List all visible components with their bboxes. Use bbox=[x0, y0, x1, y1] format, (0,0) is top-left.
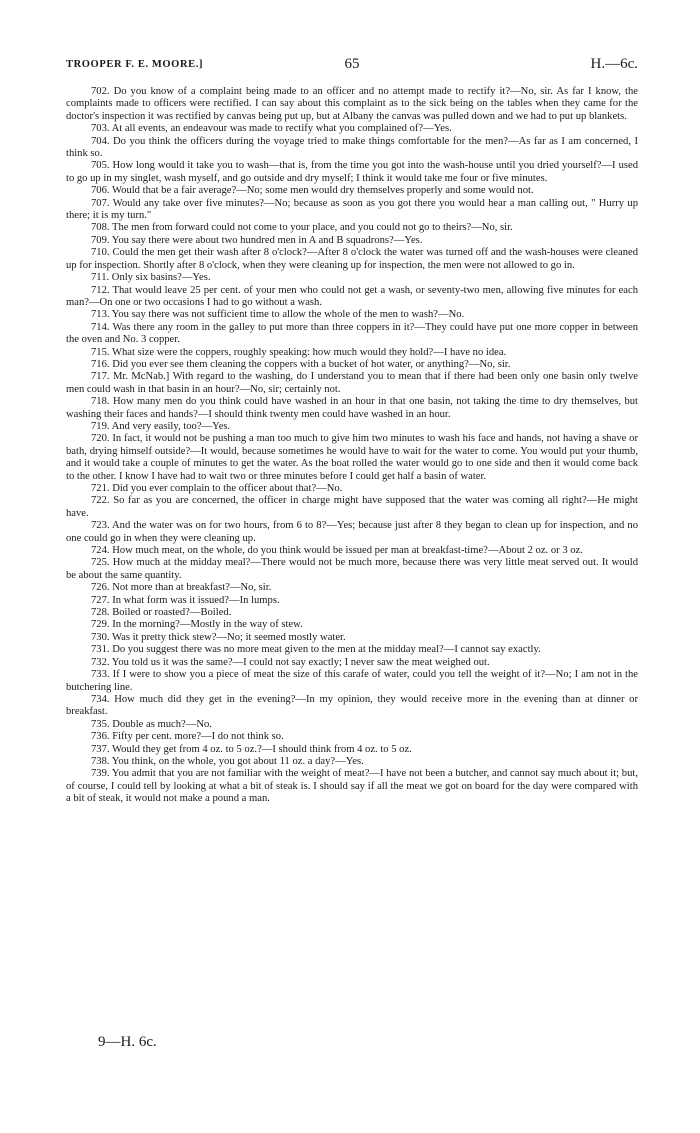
testimony-paragraph: 714. Was there any room in the galley to put more than three coppers in it?—They could have put one more copper in between the oven and No. 3 copper. bbox=[66, 321, 638, 346]
testimony-paragraph: 733. If I were to show you a piece of meat the size of this carafe of water, could you tell the weight of it?—No; I am not in the butchering line. bbox=[66, 669, 638, 693]
testimony-paragraph: 715. What size were the coppers, roughly speaking: how much would they hold?—I have no idea. bbox=[91, 346, 507, 358]
testimony-paragraph: 704. Do you think the officers during the voyage tried to make things comfortable for the men?—As far as I am concerned, I think so. bbox=[66, 135, 638, 160]
testimony-paragraph: 721. Did you ever complain to the officer about that?—No. bbox=[91, 483, 343, 494]
testimony-body bbox=[66, 86, 638, 806]
testimony-paragraph: 725. How much at the midday meal?—There would not be much more, because there was very little meat served out. It would be about the same quantity. bbox=[66, 557, 638, 581]
testimony-paragraph: 723. And the water was on for two hours, from 6 to 8?—Yes; because just after 8 they began to clean up for inspection, and no one could go in when they were cleaning up. bbox=[66, 520, 638, 544]
testimony-paragraph: 712. That would leave 25 per cent. of your men who could not get a wash, or seventy-two men, allowing five minutes for each man?—On one or two occasions I had to go without a wash. bbox=[66, 284, 638, 308]
testimony-paragraph: 731. Do you suggest there was no more meat given to the men at the midday meal?—I cannot say exactly. bbox=[91, 644, 541, 656]
testimony-paragraph: 729. In the morning?—Mostly in the way of stew. bbox=[91, 619, 303, 631]
testimony-paragraph: 736. Fifty per cent. more?—I do not think so. bbox=[91, 731, 284, 743]
testimony-paragraph: 716. Did you ever see them cleaning the coppers with a bucket of hot water, or anything?—No, sir. bbox=[91, 358, 511, 370]
testimony-paragraph: 735. Double as much?—No. bbox=[91, 718, 212, 730]
testimony-paragraph: 709. You say there were about two hundred men in A and B squadrons?—Yes. bbox=[91, 234, 423, 246]
testimony-paragraph: 706. Would that be a fair average?—No; some men would dry themselves properly and some would not. bbox=[91, 185, 534, 197]
testimony-paragraph: 727. In what form was it issued?—In lumps. bbox=[91, 594, 280, 606]
testimony-paragraph: 728. Boiled or roasted?—Boiled. bbox=[91, 607, 232, 619]
testimony-paragraph: 705. How long would it take you to wash—that is, from the time you got into the wash-house until you dried yourself?—I used to go up in my singlet, wash myself, and go outside and dry myself; I think it would take me four or five minutes. bbox=[66, 160, 638, 184]
testimony-paragraph: 739. You admit that you are not familiar with the weight of meat?—I have not been a butcher, and cannot say much about it; but, of course, I could tell by looking at what a bit of steak is. I should say if all the meat we got on board for the day were compared with a bit of steak, it would not make a pound a man. bbox=[66, 768, 638, 805]
testimony-paragraph: 702. Do you know of a complaint being made to an officer and no attempt made to rectify it?—No, sir. As far I know, the complaints made to officers were rectified. I can say about this complaint as to the sick being on the tables when they came for the doctor's inspection it was rectified by canvas being put up, but at Albany the canvas was pulled down and we had to put up blankets. bbox=[66, 86, 638, 122]
testimony-paragraph: 719. And very easily, too?—Yes. bbox=[91, 420, 231, 432]
testimony-paragraph: 718. How many men do you think could have washed in an hour in that one basin, not taking the time to dry themselves, but washing their faces and hands?—I should think twenty men could have washed in an hour. bbox=[66, 396, 638, 420]
testimony-paragraph: 732. You told us it was the same?—I could not say exactly; I never saw the meat weighed out. bbox=[91, 656, 490, 668]
testimony-paragraph: 734. How much did they get in the evening?—In my opinion, they would receive more in the evening than at dinner or breakfast. bbox=[66, 693, 638, 718]
testimony-paragraph: 738. You think, on the whole, you got about 11 oz. a day?—Yes. bbox=[91, 755, 364, 767]
witness-running-head: TROOPER F. E. MOORE.] bbox=[66, 59, 204, 70]
testimony-paragraph: 707. Would any take over five minutes?—No; because as soon as you got there you would hear a man calling out, " Hurry up there; it is my turn." bbox=[66, 197, 638, 222]
signature-mark: 9—H. 6c. bbox=[98, 1034, 157, 1050]
testimony-paragraph: 717. Mr. McNab.] With regard to the washing, do I understand you to mean that if there had been only one basin only twelve men could wash in that basin in an hour?—No, sir; certainly not. bbox=[66, 371, 638, 395]
page-header bbox=[66, 56, 638, 76]
testimony-paragraph: 730. Was it pretty thick stew?—No; it seemed mostly water. bbox=[91, 631, 346, 643]
document-reference: H.—6c. bbox=[590, 56, 638, 72]
testimony-paragraph: 737. Would they get from 4 oz. to 5 oz.?—I should think from 4 oz. to 5 oz. bbox=[91, 743, 412, 755]
testimony-paragraph: 724. How much meat, on the whole, do you think would be issued per man at breakfast-time?—About 2 oz. or 3 oz. bbox=[91, 545, 583, 557]
testimony-paragraph: 711. Only six basins?—Yes. bbox=[91, 272, 211, 284]
testimony-paragraph: 720. In fact, it would not be pushing a man too much to give him two minutes to wash his face and hands, not having a shave or bath, drying himself outside?—It would, because sometimes he would have to wait for the water to come. You would put your thumb, and it would take a couple of minutes to get the water. As the boat rolled the water would go to one side and then it would come back to the other. I know I have had to wait two or three minutes before I could get half a basin of water. bbox=[66, 433, 638, 482]
testimony-paragraph: 710. Could the men get their wash after 8 o'clock?—After 8 o'clock the water was turned off and the wash-houses were cleaned up for inspection. Shortly after 8 o'clock, when they were cleaning up for inspection, the men were not allowed to go in. bbox=[66, 247, 638, 271]
testimony-paragraph: 713. You say there was not sufficient time to allow the whole of the men to wash?—No. bbox=[91, 309, 465, 321]
testimony-paragraph: 708. The men from forward could not come to your place, and you could not go to theirs?—No, sir. bbox=[91, 222, 513, 234]
testimony-paragraph: 722. So far as you are concerned, the officer in charge might have supposed that the water was coming all right?—He might have. bbox=[66, 495, 638, 519]
testimony-paragraph: 726. Not more than at breakfast?—No, sir. bbox=[91, 582, 272, 594]
page-number: 65 bbox=[344, 56, 360, 72]
testimony-paragraph: 703. At all events, an endeavour was made to rectify what you complained of?—Yes. bbox=[91, 123, 452, 135]
